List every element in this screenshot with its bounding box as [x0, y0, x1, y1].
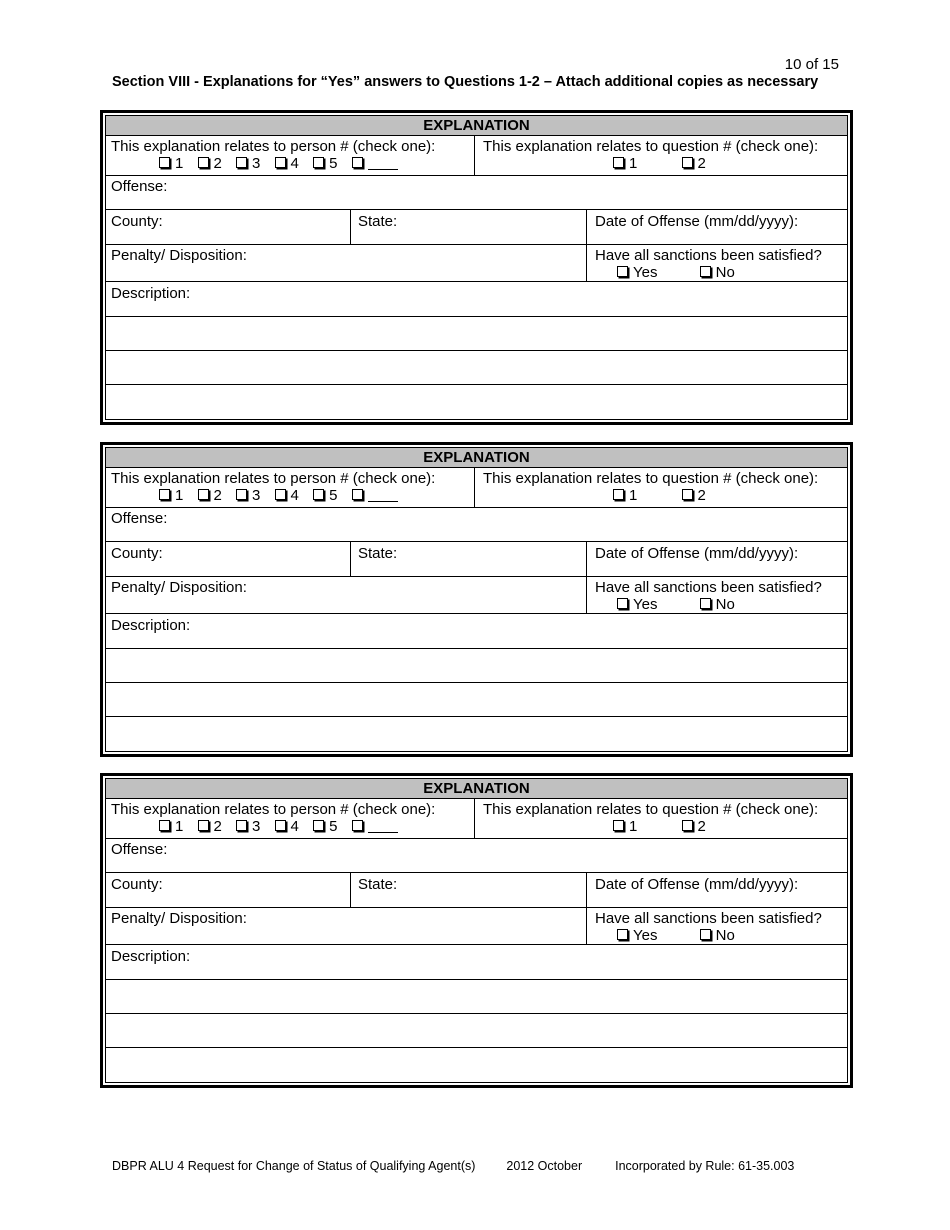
state-label: State:	[358, 876, 398, 893]
checkbox-icon[interactable]	[352, 489, 363, 500]
person-other-blank[interactable]	[368, 488, 398, 502]
checkbox-icon[interactable]	[236, 489, 247, 500]
description-line[interactable]	[106, 317, 847, 351]
checkbox-icon[interactable]	[236, 820, 247, 831]
state-field[interactable]	[350, 210, 586, 244]
sanctions-label: Have all sanctions been satisfied?	[595, 579, 822, 596]
question-option-1[interactable]: 1	[613, 155, 637, 172]
checkbox-icon[interactable]	[617, 598, 628, 609]
checkbox-icon[interactable]	[700, 266, 711, 277]
checkbox-icon[interactable]	[198, 820, 209, 831]
checkbox-icon[interactable]	[236, 157, 247, 168]
footer-rule: Incorporated by Rule: 61-35.003	[615, 1159, 795, 1173]
explanation-header: EXPLANATION	[106, 448, 847, 468]
explanation-header: EXPLANATION	[106, 116, 847, 136]
explanation-header: EXPLANATION	[106, 779, 847, 799]
checkbox-icon[interactable]	[313, 157, 324, 168]
offense-field[interactable]	[106, 176, 847, 209]
sanctions-yes[interactable]: Yes	[617, 264, 657, 281]
description-field[interactable]	[106, 945, 847, 980]
person-other-blank[interactable]	[368, 156, 398, 170]
section-heading: Section VIII - Explanations for “Yes” answers to Questions 1-2 – Attach additional copies as necessary	[112, 74, 819, 90]
county-field[interactable]	[106, 873, 350, 907]
checkbox-icon[interactable]	[313, 489, 324, 500]
person-option-5[interactable]: 5	[313, 487, 337, 504]
checkbox-icon[interactable]	[352, 157, 363, 168]
description-line[interactable]	[106, 351, 847, 385]
person-option-3[interactable]: 3	[236, 818, 260, 835]
explanation-block	[100, 773, 853, 1088]
date-of-offense-field[interactable]	[586, 873, 847, 907]
sanctions-yes[interactable]: Yes	[617, 927, 657, 944]
date-label: Date of Offense (mm/dd/yyyy):	[595, 876, 799, 893]
person-option-1[interactable]: 1	[159, 155, 183, 172]
description-line[interactable]	[106, 385, 847, 420]
penalty-field[interactable]	[106, 577, 586, 613]
person-option-4[interactable]: 4	[275, 487, 299, 504]
sanctions-no[interactable]: No	[700, 927, 735, 944]
penalty-label: Penalty/ Disposition:	[111, 247, 247, 264]
question-label: This explanation relates to question # (check one):	[483, 801, 819, 818]
person-option-2[interactable]: 2	[198, 487, 222, 504]
question-option-2[interactable]: 2	[682, 155, 706, 172]
offense-label: Offense:	[111, 178, 168, 195]
page-number: 10 of 15	[784, 56, 839, 73]
checkbox-icon[interactable]	[613, 157, 624, 168]
date-of-offense-field[interactable]	[586, 542, 847, 576]
explanation-block	[100, 442, 853, 757]
description-label: Description:	[111, 617, 191, 634]
footer-date: 2012 October	[506, 1159, 583, 1173]
checkbox-icon[interactable]	[613, 489, 624, 500]
penalty-label: Penalty/ Disposition:	[111, 579, 247, 596]
county-label: County:	[111, 213, 163, 230]
person-option-2[interactable]: 2	[198, 818, 222, 835]
checkbox-icon[interactable]	[159, 157, 170, 168]
state-label: State:	[358, 545, 398, 562]
person-label: This explanation relates to person # (check one):	[111, 470, 436, 487]
person-option-3[interactable]: 3	[236, 155, 260, 172]
checkbox-icon[interactable]	[198, 489, 209, 500]
description-line[interactable]	[106, 1014, 847, 1048]
date-label: Date of Offense (mm/dd/yyyy):	[595, 545, 799, 562]
description-line[interactable]	[106, 717, 847, 752]
person-label: This explanation relates to person # (check one):	[111, 801, 436, 818]
person-option-other[interactable]	[352, 487, 398, 504]
state-field[interactable]	[350, 542, 586, 576]
checkbox-icon[interactable]	[613, 820, 624, 831]
checkbox-icon[interactable]	[313, 820, 324, 831]
description-line[interactable]	[106, 683, 847, 717]
sanctions-label: Have all sanctions been satisfied?	[595, 910, 822, 927]
person-option-other[interactable]	[352, 818, 398, 835]
county-field[interactable]	[106, 210, 350, 244]
person-option-4[interactable]: 4	[275, 155, 299, 172]
checkbox-icon[interactable]	[682, 157, 693, 168]
footer	[112, 1159, 794, 1173]
checkbox-icon[interactable]	[275, 489, 286, 500]
sanctions-yes[interactable]: Yes	[617, 596, 657, 613]
county-label: County:	[111, 876, 163, 893]
person-option-2[interactable]: 2	[198, 155, 222, 172]
state-field[interactable]	[350, 873, 586, 907]
checkbox-icon[interactable]	[159, 820, 170, 831]
checkbox-icon[interactable]	[700, 929, 711, 940]
checkbox-icon[interactable]	[700, 598, 711, 609]
explanation-block	[100, 110, 853, 425]
checkbox-icon[interactable]	[617, 266, 628, 277]
description-label: Description:	[111, 285, 191, 302]
date-of-offense-field[interactable]	[586, 210, 847, 244]
description-line[interactable]	[106, 1048, 847, 1083]
sanctions-label: Have all sanctions been satisfied?	[595, 247, 822, 264]
county-field[interactable]	[106, 542, 350, 576]
sanctions-no[interactable]: No	[700, 596, 735, 613]
person-option-other[interactable]	[352, 155, 398, 172]
question-option-1[interactable]: 1	[613, 818, 637, 835]
person-option-5[interactable]: 5	[313, 155, 337, 172]
question-option-2[interactable]: 2	[682, 818, 706, 835]
description-label: Description:	[111, 948, 191, 965]
penalty-label: Penalty/ Disposition:	[111, 910, 247, 927]
person-label: This explanation relates to person # (check one):	[111, 138, 436, 155]
person-option-3[interactable]: 3	[236, 487, 260, 504]
checkbox-icon[interactable]	[275, 820, 286, 831]
question-option-1[interactable]: 1	[613, 487, 637, 504]
description-field[interactable]	[106, 614, 847, 649]
question-label: This explanation relates to question # (check one):	[483, 470, 819, 487]
person-option-5[interactable]: 5	[313, 818, 337, 835]
offense-field[interactable]	[106, 839, 847, 872]
checkbox-icon[interactable]	[159, 489, 170, 500]
penalty-field[interactable]	[106, 245, 586, 281]
person-option-1[interactable]: 1	[159, 818, 183, 835]
person-other-blank[interactable]	[368, 819, 398, 833]
checkbox-icon[interactable]	[682, 820, 693, 831]
description-line[interactable]	[106, 980, 847, 1014]
penalty-field[interactable]	[106, 908, 586, 944]
offense-field[interactable]	[106, 508, 847, 541]
date-label: Date of Offense (mm/dd/yyyy):	[595, 213, 799, 230]
question-label: This explanation relates to question # (check one):	[483, 138, 819, 155]
checkbox-icon[interactable]	[682, 489, 693, 500]
sanctions-no[interactable]: No	[700, 264, 735, 281]
description-line[interactable]	[106, 649, 847, 683]
state-label: State:	[358, 213, 398, 230]
checkbox-icon[interactable]	[352, 820, 363, 831]
checkbox-icon[interactable]	[617, 929, 628, 940]
description-field[interactable]	[106, 282, 847, 317]
checkbox-icon[interactable]	[198, 157, 209, 168]
question-option-2[interactable]: 2	[682, 487, 706, 504]
person-option-4[interactable]: 4	[275, 818, 299, 835]
offense-label: Offense:	[111, 510, 168, 527]
offense-label: Offense:	[111, 841, 168, 858]
checkbox-icon[interactable]	[275, 157, 286, 168]
county-label: County:	[111, 545, 163, 562]
footer-form-name: DBPR ALU 4 Request for Change of Status of Qualifying Agent(s)	[112, 1159, 476, 1173]
person-option-1[interactable]: 1	[159, 487, 183, 504]
